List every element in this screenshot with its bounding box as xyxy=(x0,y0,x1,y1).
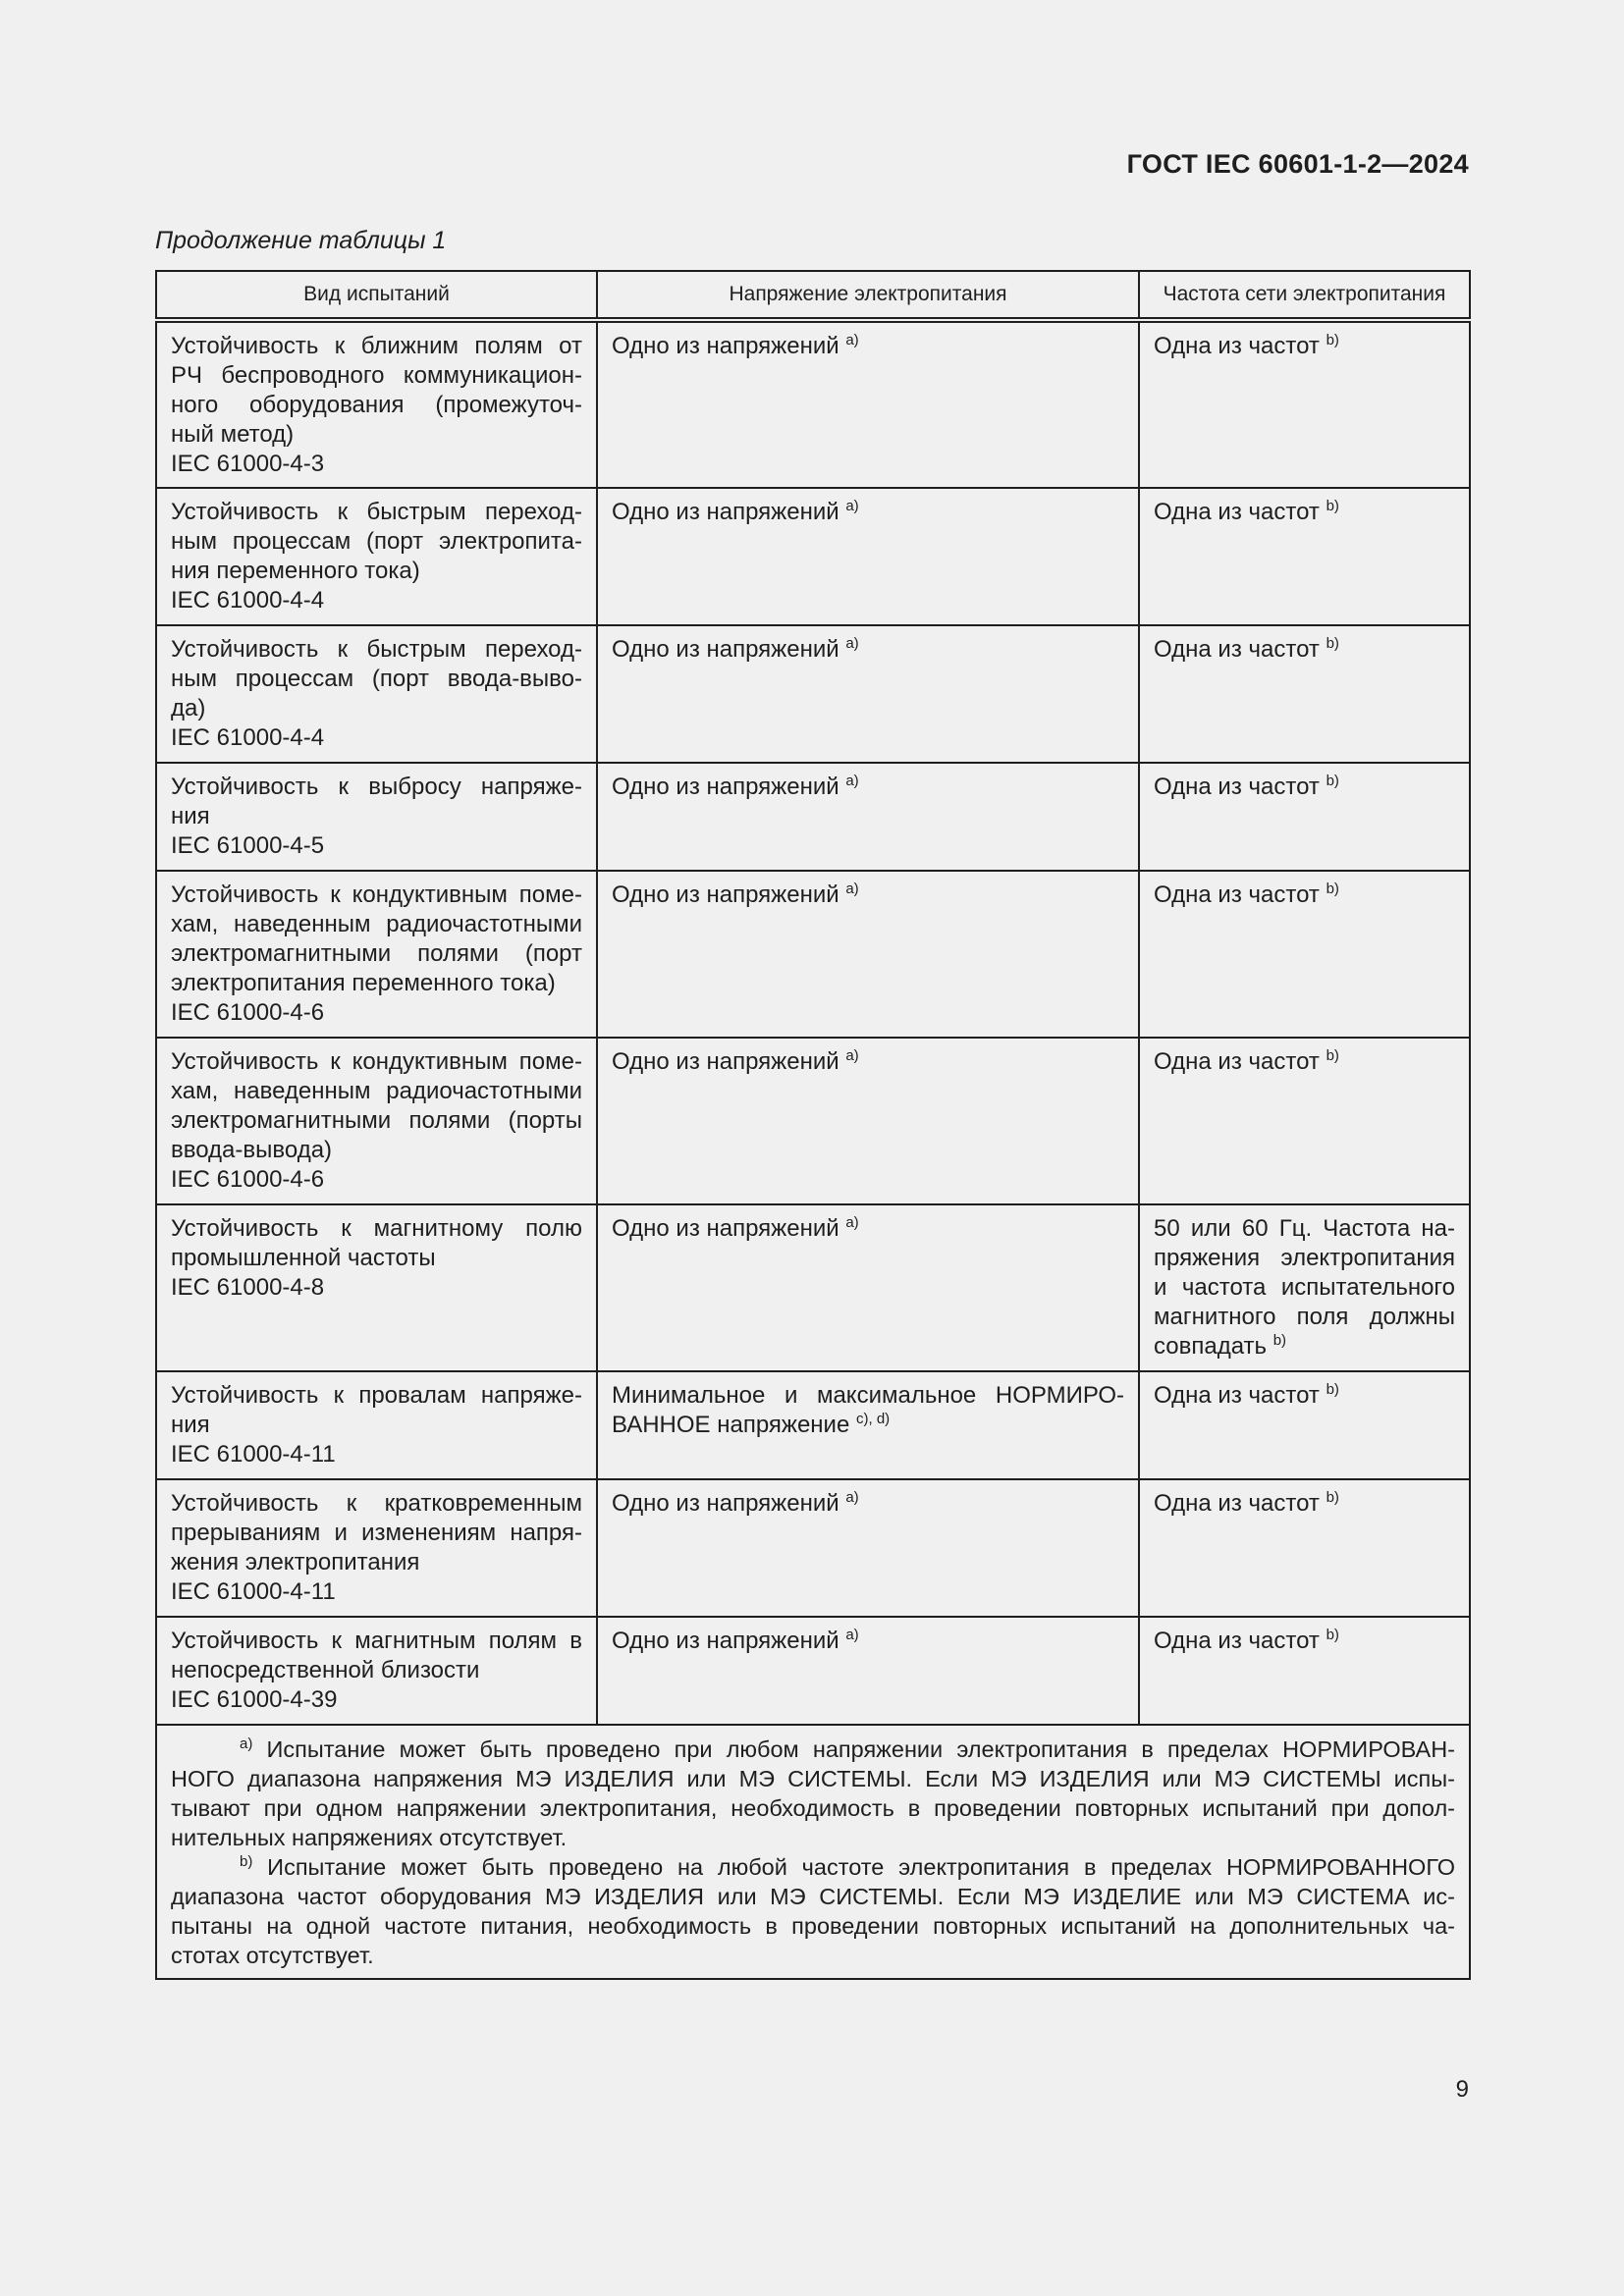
test-type-cell xyxy=(156,1479,597,1617)
test-type-text: Устойчивость к выбросу напряже- xyxy=(171,774,582,800)
footnote-text: тывают при одном напряжении электропитания, необходимость в проведении повторных испытаний при допол- xyxy=(171,1795,1455,1821)
test-type-text: жения электропитания xyxy=(171,1549,420,1575)
frequency-cell xyxy=(1139,1371,1470,1479)
test-type-text: Устойчивость к магнитным полям в xyxy=(171,1628,582,1654)
test-type-text: ния xyxy=(171,803,210,829)
test-type-cell xyxy=(156,1204,597,1371)
footnote-text: нительных напряжениях отсутствует. xyxy=(171,1825,568,1850)
voltage-cell xyxy=(597,1479,1139,1617)
test-standard: IEC 61000-4-11 xyxy=(171,1441,336,1468)
footnote-ref: b) xyxy=(1326,881,1339,897)
footnote-ref: a) xyxy=(845,498,859,514)
footnote-ref: a) xyxy=(845,881,859,897)
table-row xyxy=(156,625,1470,763)
test-type-cell xyxy=(156,763,597,871)
frequency-text: Одна из частот xyxy=(1154,1382,1320,1409)
frequency-text: Одна из частот xyxy=(1154,881,1320,908)
voltage-text: Одно из напряжений xyxy=(612,1490,839,1517)
test-type-text: Устойчивость к кондуктивным поме- xyxy=(171,881,582,908)
footnote-text: Испытание может быть проведено на любой частоте электропитания в пределах НОРМИРОВАННОГО xyxy=(267,1854,1456,1880)
voltage-text: Минимальное и максимальное НОРМИРО- xyxy=(612,1382,1124,1409)
footnote-ref: b) xyxy=(1326,1381,1339,1398)
test-type-cell xyxy=(156,1617,597,1725)
test-type-text: Устойчивость к кратковременным xyxy=(171,1490,582,1517)
test-type-text: ного оборудования (промежуточ- xyxy=(171,392,582,418)
test-type-text: Устойчивость к магнитному полю xyxy=(171,1215,582,1242)
frequency-cell xyxy=(1139,1617,1470,1725)
test-type-text: промышленной частоты xyxy=(171,1245,436,1271)
voltage-cell xyxy=(597,1617,1139,1725)
frequency-text: Одна из частот xyxy=(1154,1628,1320,1654)
frequency-text: Одна из частот xyxy=(1154,774,1320,800)
voltage-cell xyxy=(597,488,1139,625)
table-row xyxy=(156,871,1470,1038)
footnote-b xyxy=(171,1852,1455,1970)
test-type-cell xyxy=(156,488,597,625)
test-type-cell xyxy=(156,625,597,763)
test-type-text: Устойчивость к ближним полям от xyxy=(171,333,582,359)
frequency-text: Одна из частот xyxy=(1154,1048,1320,1075)
test-type-text: Устойчивость к кондуктивным поме- xyxy=(171,1048,582,1075)
voltage-text: Одно из напряжений xyxy=(612,499,839,525)
test-type-cell xyxy=(156,871,597,1038)
voltage-text: Одно из напряжений xyxy=(612,881,839,908)
footnote-ref: b) xyxy=(1326,1627,1339,1643)
table-caption: Продолжение таблицы 1 xyxy=(155,227,447,254)
test-standard: IEC 61000-4-4 xyxy=(171,724,325,751)
column-header-voltage: Напряжение электропитания xyxy=(597,271,1139,320)
test-type-text: электропитания переменного тока) xyxy=(171,970,556,996)
footnote-ref: a) xyxy=(845,1627,859,1643)
voltage-cell xyxy=(597,871,1139,1038)
footnote-ref: a) xyxy=(845,1047,859,1064)
voltage-text: Одно из напряжений xyxy=(612,333,839,359)
frequency-text: Одна из частот xyxy=(1154,499,1320,525)
voltage-cell xyxy=(597,320,1139,488)
frequency-text: пряжения электропитания xyxy=(1154,1245,1455,1271)
footnote-ref: b) xyxy=(1326,498,1339,514)
footnote-marker: a) xyxy=(240,1735,253,1753)
frequency-cell xyxy=(1139,625,1470,763)
requirements-table xyxy=(155,270,1471,1980)
test-type-text: прерываниям и изменениям напря- xyxy=(171,1520,582,1546)
footnotes-row xyxy=(156,1725,1470,1979)
table-row xyxy=(156,763,1470,871)
frequency-text: Одна из частот xyxy=(1154,636,1320,663)
frequency-text: и частота испытательного xyxy=(1154,1274,1455,1301)
voltage-text: Одно из напряжений xyxy=(612,1628,839,1654)
voltage-cell xyxy=(597,625,1139,763)
frequency-text: 50 или 60 Гц. Частота на- xyxy=(1154,1215,1455,1242)
test-type-text: Устойчивость к провалам напряже- xyxy=(171,1382,582,1409)
footnote-ref: c), d) xyxy=(855,1411,891,1427)
table-row xyxy=(156,1371,1470,1479)
footnote-ref: b) xyxy=(1326,773,1339,789)
column-header-test-type: Вид испытаний xyxy=(156,271,597,320)
test-type-cell xyxy=(156,1371,597,1479)
test-type-cell xyxy=(156,1038,597,1204)
table-row xyxy=(156,1479,1470,1617)
frequency-text: совпадать xyxy=(1154,1333,1268,1360)
footnote-ref: a) xyxy=(845,332,859,348)
footnote-ref: b) xyxy=(1326,1047,1339,1064)
frequency-text: Одна из частот xyxy=(1154,1490,1320,1517)
test-type-text: ния переменного тока) xyxy=(171,558,420,584)
column-header-frequency: Частота сети электропитания xyxy=(1139,271,1470,320)
voltage-text: Одно из напряжений xyxy=(612,1048,839,1075)
test-type-text: ния xyxy=(171,1412,210,1438)
footnote-a xyxy=(171,1735,1455,1852)
voltage-text: ВАННОЕ напряжение xyxy=(612,1412,850,1438)
voltage-text: Одно из напряжений xyxy=(612,774,839,800)
frequency-cell xyxy=(1139,1038,1470,1204)
voltage-cell xyxy=(597,763,1139,871)
voltage-cell xyxy=(597,1204,1139,1371)
test-standard: IEC 61000-4-6 xyxy=(171,999,325,1026)
footnote-text: НОГО диапазона напряжения МЭ ИЗДЕЛИЯ или МЭ СИСТЕМЫ. Если МЭ ИЗДЕЛИЯ или МЭ СИСТЕМЫ испы- xyxy=(171,1766,1455,1791)
table-row xyxy=(156,320,1470,488)
footnote-ref: b) xyxy=(1326,1489,1339,1506)
frequency-cell xyxy=(1139,320,1470,488)
test-type-text: Устойчивость к быстрым переход- xyxy=(171,499,582,525)
test-standard: IEC 61000-4-11 xyxy=(171,1578,336,1605)
frequency-cell xyxy=(1139,488,1470,625)
frequency-cell xyxy=(1139,871,1470,1038)
test-type-text: электромагнитными полями (порт xyxy=(171,940,582,967)
test-type-text: РЧ беспроводного коммуникацион- xyxy=(171,362,582,389)
test-standard: IEC 61000-4-3 xyxy=(171,451,325,477)
test-type-text: хам, наведенным радиочастотными xyxy=(171,911,582,937)
table-header-row xyxy=(156,271,1470,320)
frequency-cell xyxy=(1139,763,1470,871)
footnote-text: диапазона частот оборудования МЭ ИЗДЕЛИЯ или МЭ СИСТЕМЫ. Если МЭ ИЗДЕЛИЕ или МЭ СИСТЕМА ис- xyxy=(171,1884,1455,1909)
test-type-text: непосредственной близости xyxy=(171,1657,480,1683)
footnote-ref: a) xyxy=(845,1489,859,1506)
table-row xyxy=(156,1204,1470,1371)
footnote-ref: b) xyxy=(1326,332,1339,348)
test-standard: IEC 61000-4-8 xyxy=(171,1274,325,1301)
test-type-text: ным процессам (порт ввода-выво- xyxy=(171,666,582,692)
footnote-ref: a) xyxy=(845,635,859,652)
frequency-text: Одна из частот xyxy=(1154,333,1320,359)
test-type-text: электромагнитными полями (порты xyxy=(171,1107,582,1134)
voltage-cell xyxy=(597,1038,1139,1204)
test-standard: IEC 61000-4-5 xyxy=(171,832,325,859)
footnote-ref: b) xyxy=(1326,635,1339,652)
table-row xyxy=(156,1038,1470,1204)
test-standard: IEC 61000-4-4 xyxy=(171,587,325,614)
test-type-text: Устойчивость к быстрым переход- xyxy=(171,636,582,663)
test-type-text: ный метод) xyxy=(171,421,295,448)
page-number: 9 xyxy=(1455,2076,1469,2103)
table-row xyxy=(156,1617,1470,1725)
test-type-text: хам, наведенным радиочастотными xyxy=(171,1078,582,1104)
voltage-text: Одно из напряжений xyxy=(612,1215,839,1242)
frequency-cell xyxy=(1139,1204,1470,1371)
footnote-ref: a) xyxy=(845,773,859,789)
test-type-text: да) xyxy=(171,695,206,721)
test-standard: IEC 61000-4-6 xyxy=(171,1166,325,1193)
table-row xyxy=(156,488,1470,625)
footnote-text: Испытание может быть проведено при любом напряжении электропитания в пределах НОРМИРОВАН- xyxy=(266,1736,1456,1762)
test-type-cell xyxy=(156,320,597,488)
voltage-cell xyxy=(597,1371,1139,1479)
footnote-ref: a) xyxy=(845,1214,859,1231)
standard-header: ГОСТ IEC 60601-1-2—2024 xyxy=(1126,149,1469,179)
frequency-cell xyxy=(1139,1479,1470,1617)
footnote-marker: b) xyxy=(240,1853,253,1871)
footnote-text: стотах отсутствует. xyxy=(171,1943,374,1968)
test-type-text: ным процессам (порт электропита- xyxy=(171,528,582,555)
frequency-text: магнитного поля должны xyxy=(1154,1304,1455,1330)
footnotes xyxy=(156,1725,1470,1979)
test-type-text: ввода-вывода) xyxy=(171,1137,333,1163)
footnote-text: пытаны на одной частоте питания, необходимость в проведении повторных испытаний на дополнительных ча- xyxy=(171,1913,1455,1939)
footnote-ref: b) xyxy=(1272,1332,1287,1349)
voltage-text: Одно из напряжений xyxy=(612,636,839,663)
test-standard: IEC 61000-4-39 xyxy=(171,1686,338,1713)
